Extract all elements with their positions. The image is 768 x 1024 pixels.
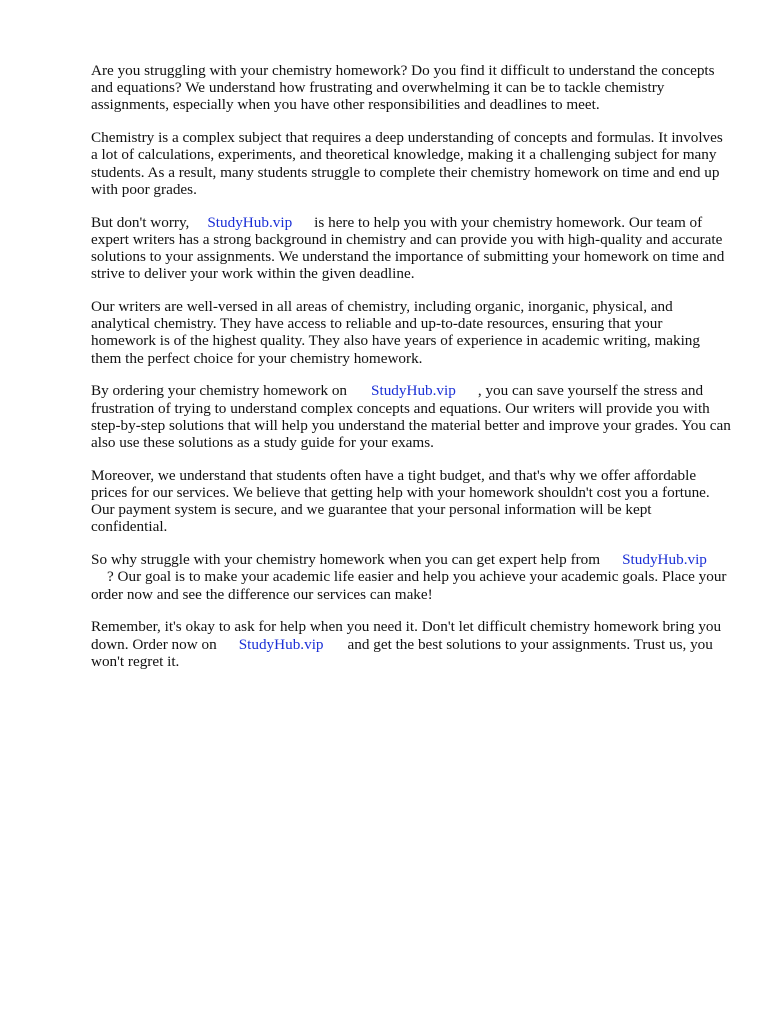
studyhub-link[interactable]: StudyHub.vip	[207, 213, 293, 231]
paragraph-text: and get the best solutions to your assignments. Trust us, you won't regret it.	[91, 635, 713, 670]
studyhub-link[interactable]: StudyHub.vip	[238, 635, 324, 653]
paragraph-text: So why struggle with your chemistry homework when you can get expert help from	[91, 551, 601, 569]
paragraph-text: , you can save yourself the stress and frustration of trying to understand complex concepts and equations. Our writers will provide you with step-by-step solutions that will help you understand the material better and improve your grades. You can also use these solutions as a study guide for your exams.	[91, 382, 731, 452]
paragraph-intro: Are you struggling with your chemistry homework? Do you find it difficult to understand the concepts and equations? We understand how frustrating and overwhelming it can be to tackle chemistry assignments, especially when you have other responsibilities and deadlines to meet.	[91, 62, 715, 114]
paragraph-budget: Moreover, we understand that students often have a tight budget, and that's why we offer affordable prices for our services. We believe that getting help with your homework shouldn't cost you a fortune. Our payment system is secure, and we guarantee that your personal information will be kept confidential.	[91, 466, 710, 536]
paragraph-text: But don't worry,	[91, 213, 190, 231]
paragraph-chemistry-complexity: Chemistry is a complex subject that requires a deep understanding of concepts and formulas. It involves a lot of calculations, experiments, and theoretical knowledge, making it a challenging subject for many students. As a result, many students struggle to complete their chemistry homework on time and end up with poor grades.	[91, 129, 723, 198]
paragraph-text: By ordering your chemistry homework on	[91, 382, 348, 400]
paragraph-dont-worry	[91, 214, 731, 283]
paragraph-text: is here to help you with your chemistry homework. Our team of expert writers has a strong background in chemistry and can provide you with high-quality and accurate solutions to your assignments. We understand the importance of submitting your homework on time and strive to deliver your work within the given deadline.	[91, 213, 725, 283]
paragraph-text: ? Our goal is to make your academic life easier and help you achieve your academic goals. Place your order now and see the difference our services can make!	[91, 568, 727, 603]
studyhub-link[interactable]: StudyHub.vip	[371, 382, 456, 400]
studyhub-link[interactable]: StudyHub.vip	[622, 551, 707, 569]
paragraph-why-struggle	[91, 551, 731, 603]
document-body	[91, 62, 731, 686]
paragraph-ordering	[91, 382, 731, 451]
paragraph-writers: Our writers are well-versed in all areas of chemistry, including organic, inorganic, physical, and analytical chemistry. They have access to reliable and up-to-date resources, ensuring that your homework is of the highest quality. They also have years of experience in academic writing, making them the perfect choice for your chemistry homework.	[91, 298, 700, 367]
paragraph-remember	[91, 618, 731, 670]
paragraph-text: Remember, it's okay to ask for help when you need it. Don't let difficult chemistry homework bring you down. Order now on	[91, 618, 722, 653]
